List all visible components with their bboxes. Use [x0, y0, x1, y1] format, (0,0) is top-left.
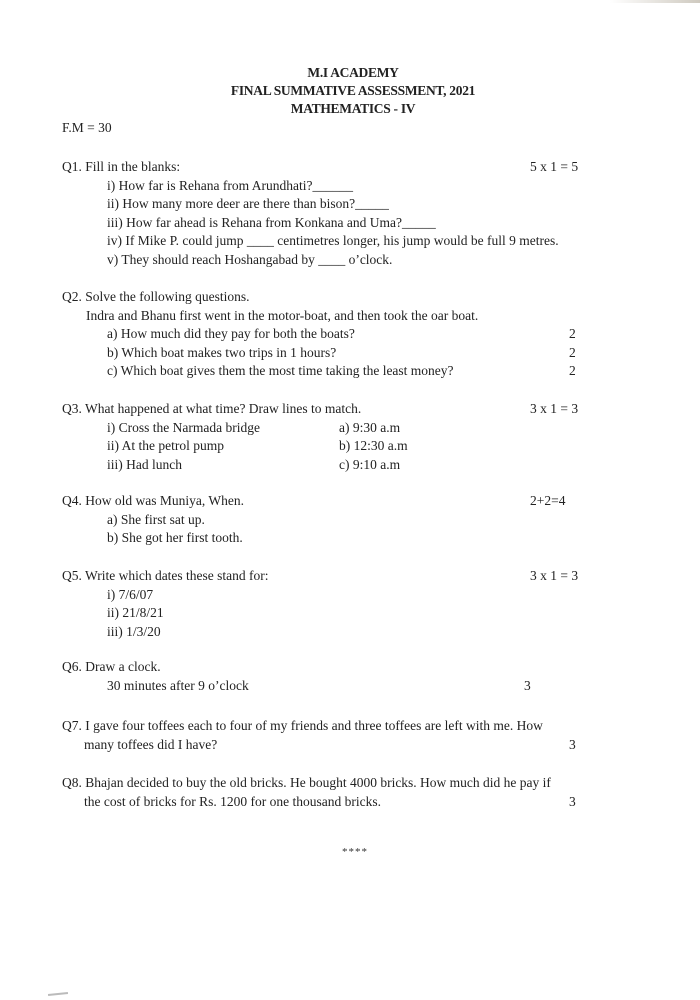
- question-item: b) She got her first tooth.: [107, 530, 243, 545]
- question-2: [62, 288, 622, 381]
- question-1: [62, 158, 622, 269]
- scan-edge-shadow: [610, 0, 700, 3]
- match-row: [62, 456, 622, 475]
- match-left: i) Cross the Narmada bridge: [107, 419, 260, 435]
- question-item: ii) 21/8/21: [107, 605, 164, 620]
- question-item: iii) How far ahead is Rehana from Konkana and Uma?_____: [107, 214, 436, 230]
- question-title: Q6. Draw a clock.: [62, 659, 161, 674]
- question-text-line-2: the cost of bricks for Rs. 1200 for one thousand bricks.: [84, 793, 381, 809]
- question-marks: 3 x 1 = 3: [530, 401, 579, 416]
- match-right: c) 9:10 a.m: [339, 456, 401, 472]
- question-8: [62, 774, 662, 811]
- question-6: [62, 658, 622, 695]
- exam-header: [0, 64, 700, 118]
- item-marks: 2: [569, 326, 576, 341]
- question-title: Q3. What happened at what time? Draw lines to match.: [62, 401, 362, 416]
- question-title: Q1. Fill in the blanks:: [62, 159, 181, 174]
- question-7: [62, 717, 662, 754]
- question-title: Q2. Solve the following questions.: [62, 289, 250, 304]
- question-item: a) She first sat up.: [107, 511, 205, 527]
- question-item: v) They should reach Hoshangabad by ____ o’clock.: [107, 251, 393, 267]
- question-item: i) How far is Rehana from Arundhati?______: [107, 177, 353, 193]
- full-marks: F.M = 30: [62, 120, 112, 135]
- scan-artifact: [48, 992, 68, 996]
- item-text: b) Which boat makes two trips in 1 hours?: [107, 344, 337, 360]
- question-4: [62, 492, 622, 548]
- school-name: M.I ACADEMY: [307, 65, 399, 80]
- question-text-line-1: Q8. Bhajan decided to buy the old bricks. He bought 4000 bricks. How much did he pay if: [62, 775, 551, 790]
- match-left: iii) Had lunch: [107, 456, 182, 472]
- question-marks: 5 x 1 = 5: [530, 159, 579, 174]
- question-item: iv) If Mike P. could jump ____ centimetres longer, his jump would be full 9 metres.: [107, 233, 559, 248]
- exam-title: FINAL SUMMATIVE ASSESSMENT, 2021: [230, 83, 476, 98]
- match-row: [62, 437, 622, 456]
- match-right: a) 9:30 a.m: [339, 419, 401, 435]
- question-item: i) 7/6/07: [107, 586, 154, 602]
- question-item: iii) 1/3/20: [107, 623, 161, 639]
- question-item: [62, 344, 622, 363]
- subject-title: MATHEMATICS - IV: [290, 101, 416, 116]
- question-marks: 3: [569, 793, 576, 809]
- question-item: [62, 362, 622, 381]
- question-title: Q4. How old was Muniya, When.: [62, 493, 244, 508]
- question-marks: 2+2=4: [530, 493, 566, 508]
- item-text: a) How much did they pay for both the boats?: [107, 326, 355, 341]
- item-text: c) Which boat gives them the most time taking the least money?: [107, 363, 454, 378]
- question-item: ii) How many more deer are there than bison?_____: [107, 196, 389, 211]
- question-intro: Indra and Bhanu first went in the motor-boat, and then took the oar boat.: [86, 307, 479, 323]
- question-text-line-2: many toffees did I have?: [84, 736, 218, 752]
- match-row: [62, 419, 622, 438]
- match-right: b) 12:30 a.m: [339, 438, 408, 453]
- question-detail: 30 minutes after 9 o’clock: [107, 677, 249, 693]
- question-marks: 3: [524, 677, 531, 693]
- end-of-paper-mark: ****: [342, 846, 368, 858]
- match-left: ii) At the petrol pump: [107, 438, 224, 453]
- question-marks: 3: [569, 736, 576, 752]
- question-title: Q5. Write which dates these stand for:: [62, 568, 269, 583]
- question-marks: 3 x 1 = 3: [530, 568, 579, 583]
- item-marks: 2: [569, 363, 576, 378]
- question-text-line-1: Q7. I gave four toffees each to four of my friends and three toffees are left with me. How: [62, 718, 543, 733]
- item-marks: 2: [569, 344, 576, 360]
- question-5: [62, 567, 622, 641]
- question-3: [62, 400, 622, 474]
- question-item: [62, 325, 622, 344]
